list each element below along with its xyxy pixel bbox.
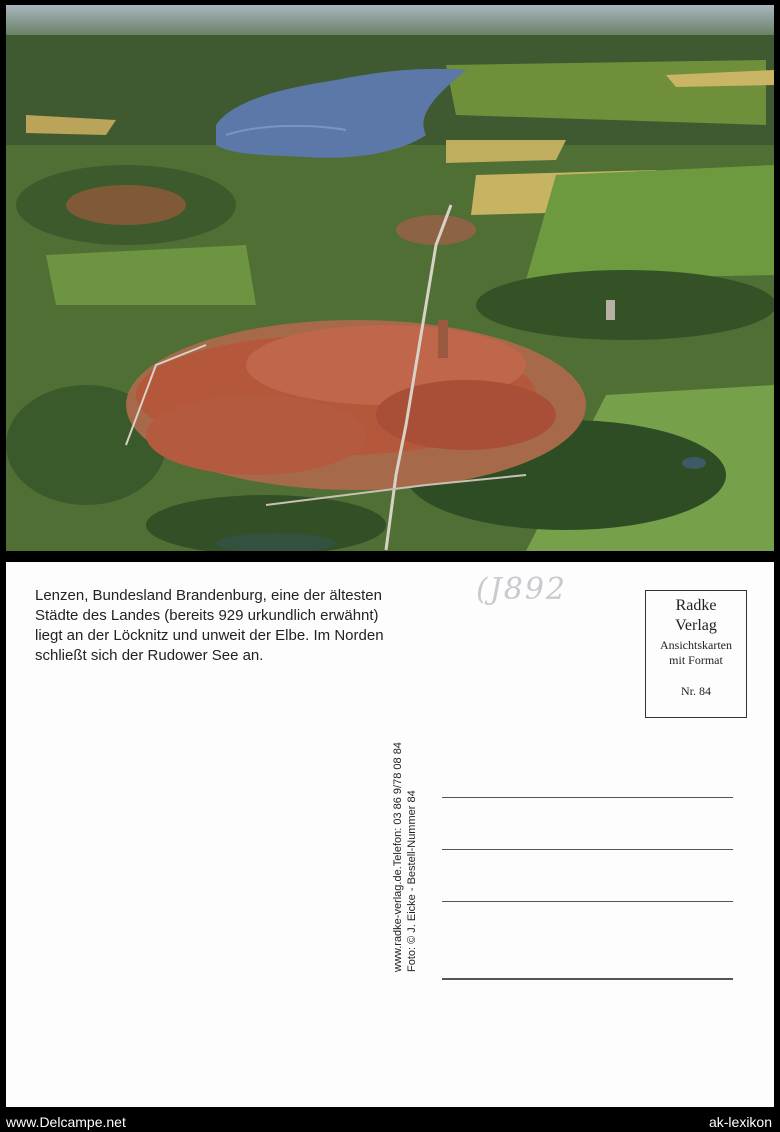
publisher-subtitle-line1: Ansichtskarten (660, 638, 732, 652)
card-number: Nr. 84 (681, 684, 711, 698)
imprint-line-contact: www.radke-verlag.de.Telefon: 03 86 9/78 08 84 (392, 742, 404, 972)
imprint-line-photo-credit: Foto: © J. Eicke - Bestell-Nummer 84 (406, 790, 418, 972)
vertical-imprint (371, 707, 418, 972)
caption-text: Lenzen, Bundesland Brandenburg, eine der ältesten Städte des Landes (bereits 929 urkundlich erwähnt) liegt an der Löcknitz und unweit der Elbe. Im Norden schließt sich der Rudower See an. (35, 587, 384, 664)
handwritten-note: (J892 (476, 572, 567, 607)
address-line (442, 978, 733, 980)
aerial-town-photo (6, 5, 774, 551)
address-line (442, 901, 733, 902)
publisher-name-line1: Radke (675, 597, 717, 614)
address-line (442, 797, 733, 798)
postcard-back (6, 562, 774, 1107)
address-line (442, 849, 733, 850)
publisher-name-line2: Verlag (675, 617, 717, 634)
stamp-box (645, 590, 747, 718)
footer-watermark-right[interactable]: ak-lexikon (708, 1114, 772, 1130)
aerial-photo-illustration (6, 5, 774, 551)
footer-watermark-left[interactable]: www.Delcampe.net (6, 1114, 126, 1130)
publisher-subtitle-line2: mit Format (669, 653, 723, 667)
